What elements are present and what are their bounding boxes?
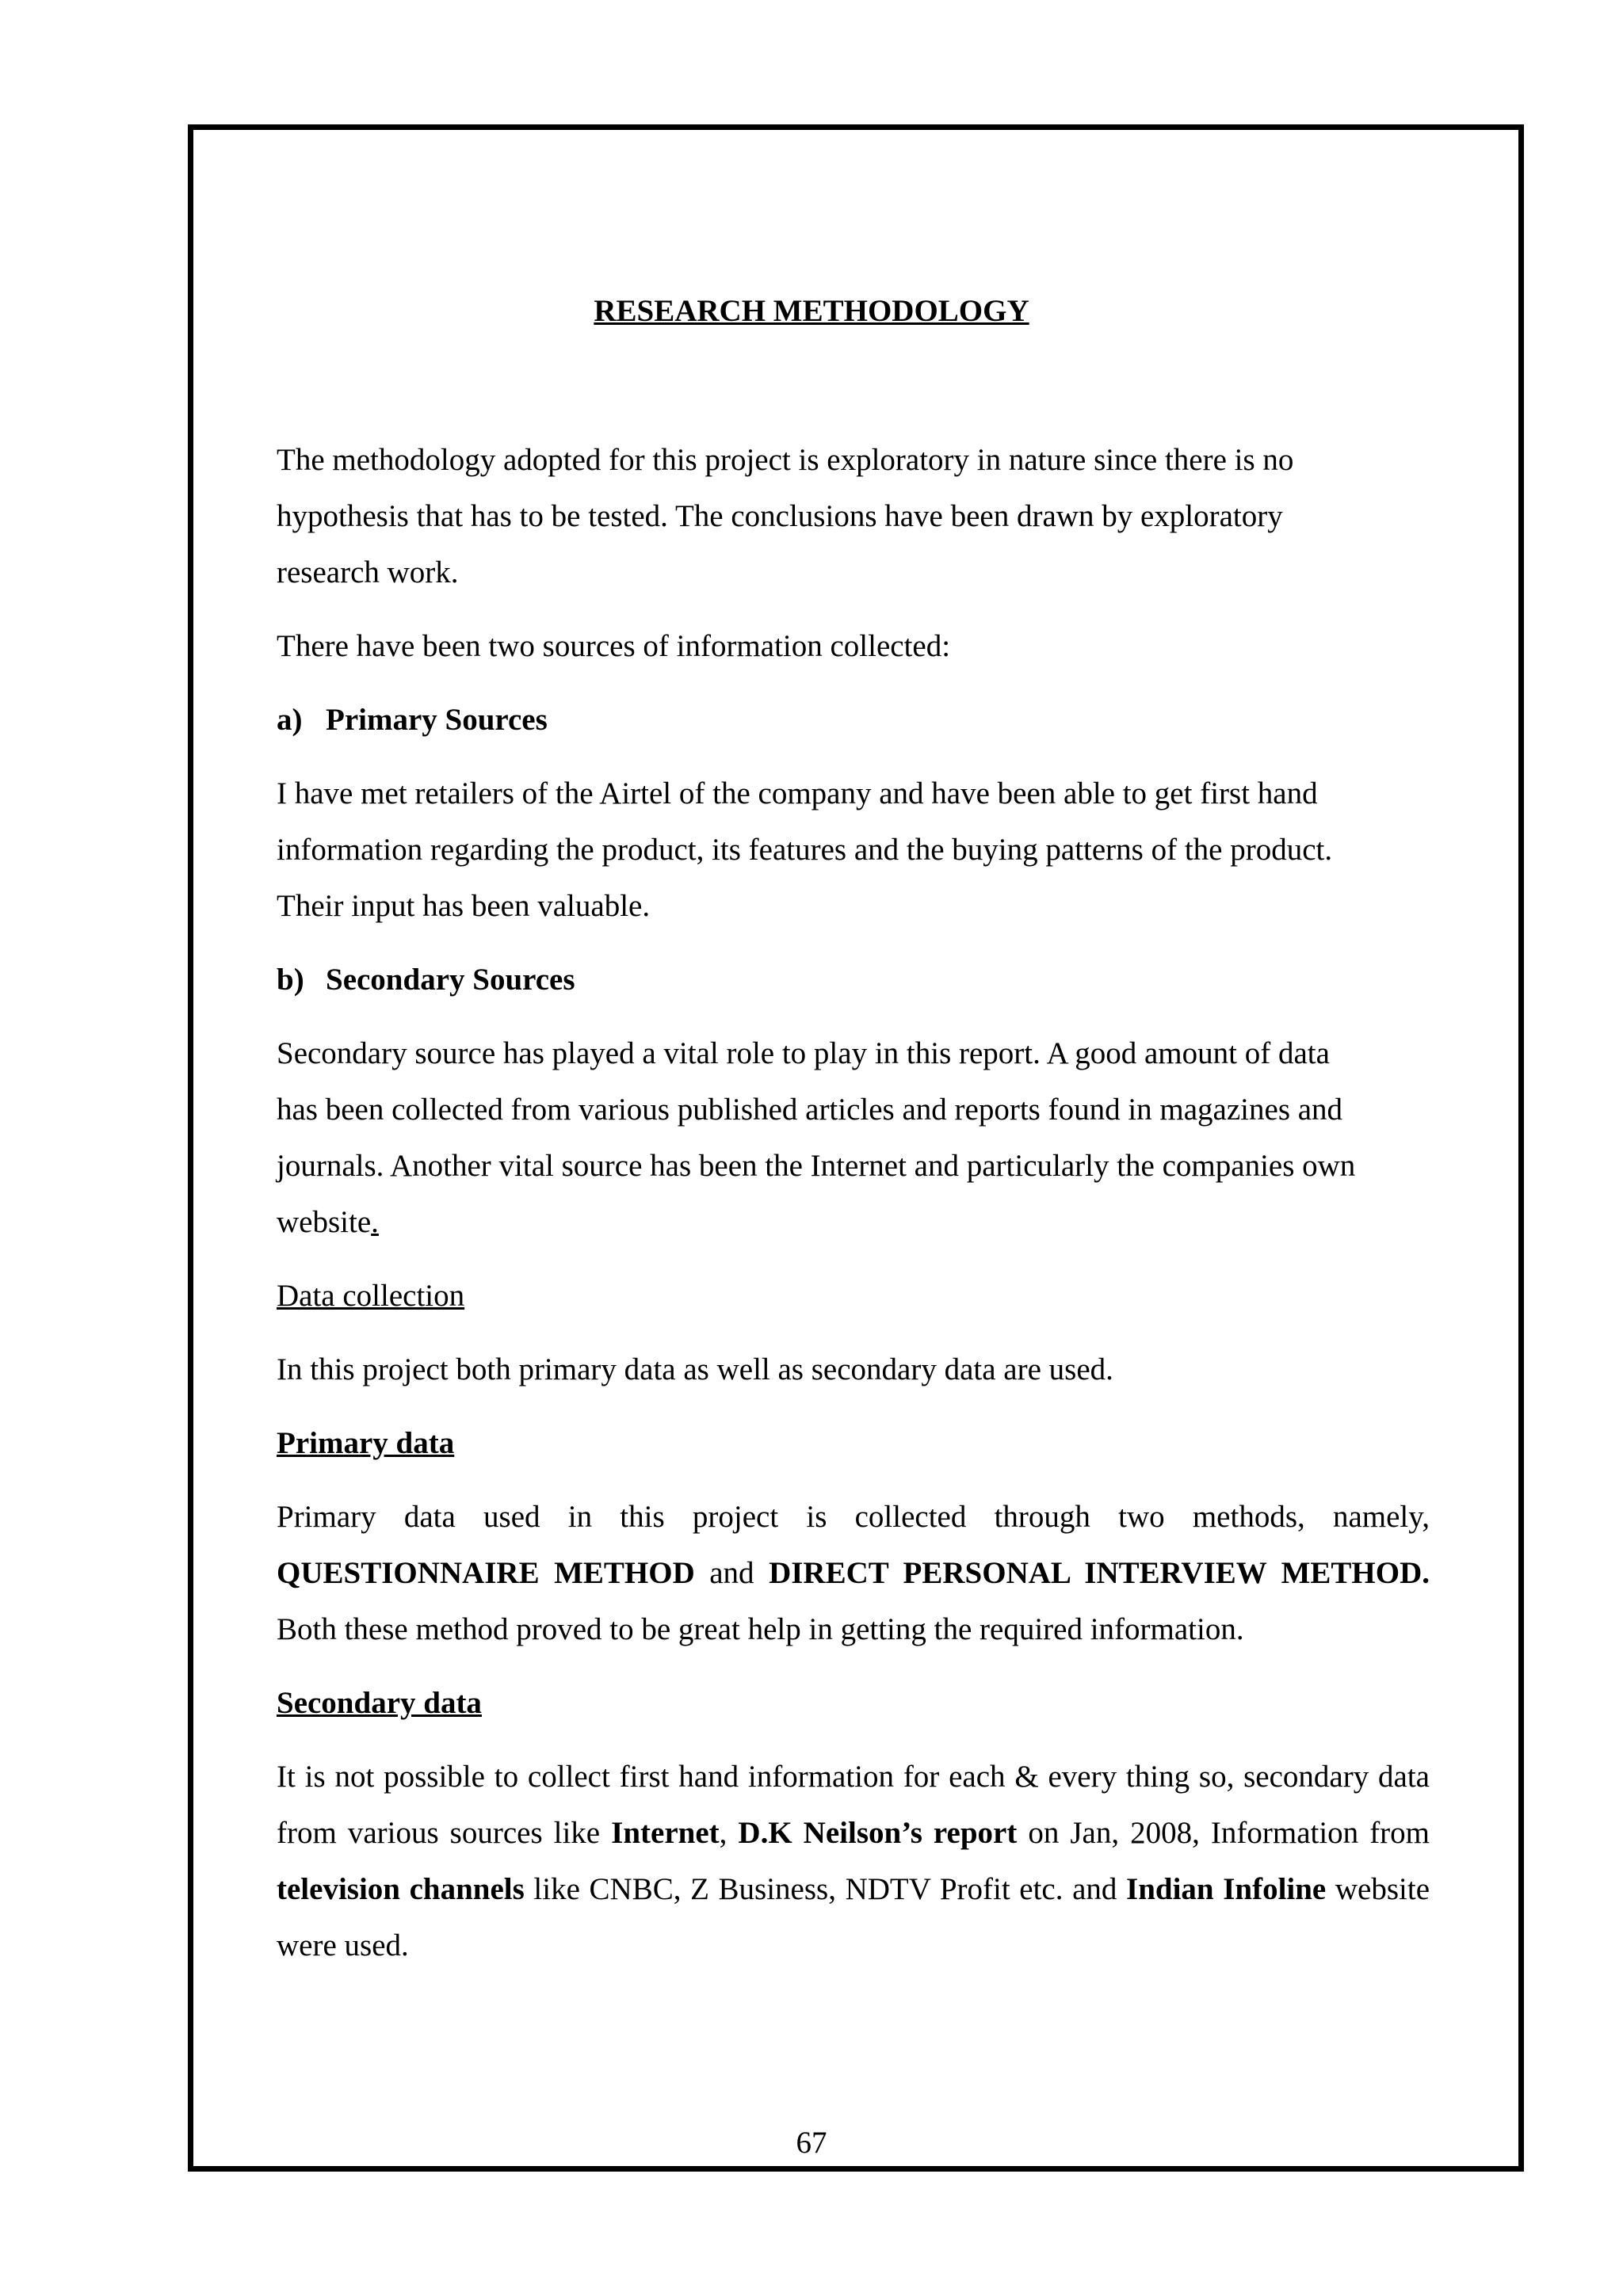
secondary-sources-period: . xyxy=(371,1205,379,1239)
intro-paragraph xyxy=(277,432,1430,601)
primary-sources-line-2: information regarding the product, its features and the buying patterns of the product. xyxy=(277,833,1333,867)
secondary-sources-paragraph xyxy=(277,1025,1430,1250)
primary-sources-line-1: I have met retailers of the Airtel of the company and have been able to get first hand xyxy=(277,776,1318,810)
secondary-sources-line-2: has been collected from various published articles and reports found in magazines and xyxy=(277,1093,1343,1127)
secondary-sources-label: b) xyxy=(277,963,304,997)
data-collection-heading: Data collection xyxy=(277,1279,465,1313)
primary-data-heading: Primary data xyxy=(277,1426,455,1460)
secondary-sources-heading xyxy=(277,952,1430,1008)
secondary-data-text-3: on Jan, 2008, Information from xyxy=(1017,1816,1430,1850)
page-number: 67 xyxy=(796,2126,827,2160)
secondary-data-paragraph xyxy=(277,1749,1430,1974)
primary-sources-paragraph xyxy=(277,765,1430,934)
secondary-sources-line-4: website xyxy=(277,1205,372,1239)
secondary-data-text-1: It is not possible to collect first hand information for each & every thing so, secondary data from various sources like xyxy=(277,1760,1430,1850)
primary-data-text-2: and xyxy=(694,1556,769,1590)
intro-line-1: The methodology adopted for this project is exploratory in nature since there is no xyxy=(277,443,1294,477)
questionnaire-method: QUESTIONNAIRE METHOD xyxy=(277,1556,695,1590)
secondary-sources-line-3: journals. Another vital source has been the Internet and particularly the companies own xyxy=(277,1149,1356,1183)
intro-line-2: hypothesis that has to be tested. The conclusions have been drawn by exploratory xyxy=(277,499,1283,533)
neilson-report-term: D.K Neilson’s report xyxy=(738,1816,1018,1850)
page-title: RESEARCH METHODOLOGY xyxy=(594,294,1029,328)
document-body xyxy=(277,432,1430,1991)
data-collection-text: In this project both primary data as well as secondary data are used. xyxy=(277,1352,1113,1386)
intro-line-3: research work. xyxy=(277,555,459,589)
secondary-data-heading: Secondary data xyxy=(277,1686,482,1720)
primary-sources-line-3: Their input has been valuable. xyxy=(277,889,651,923)
primary-data-text-3: Both these method proved to be great help in getting the required information. xyxy=(277,1612,1244,1646)
secondary-data-text-5: website were used. xyxy=(277,1872,1430,1962)
secondary-data-text-2: , xyxy=(719,1816,739,1850)
internet-term: Internet xyxy=(611,1816,720,1850)
secondary-data-text-4: like CNBC, Z Business, NDTV Profit etc. and xyxy=(524,1872,1127,1906)
primary-sources-heading xyxy=(277,692,1430,748)
primary-data-paragraph xyxy=(277,1489,1430,1657)
primary-sources-label: a) xyxy=(277,703,303,737)
sources-intro: There have been two sources of information collected: xyxy=(277,629,951,663)
indian-infoline-term: Indian Infoline xyxy=(1126,1872,1327,1906)
interview-method: DIRECT PERSONAL INTERVIEW METHOD. xyxy=(769,1556,1430,1590)
secondary-sources-title: Secondary Sources xyxy=(326,963,575,997)
primary-data-text-1: Primary data used in this project is collected through two methods, namely, xyxy=(277,1500,1430,1534)
secondary-sources-line-1: Secondary source has played a vital role to play in this report. A good amount of data xyxy=(277,1036,1330,1070)
television-channels-term: television channels xyxy=(277,1872,525,1906)
primary-sources-title: Primary Sources xyxy=(326,703,548,737)
